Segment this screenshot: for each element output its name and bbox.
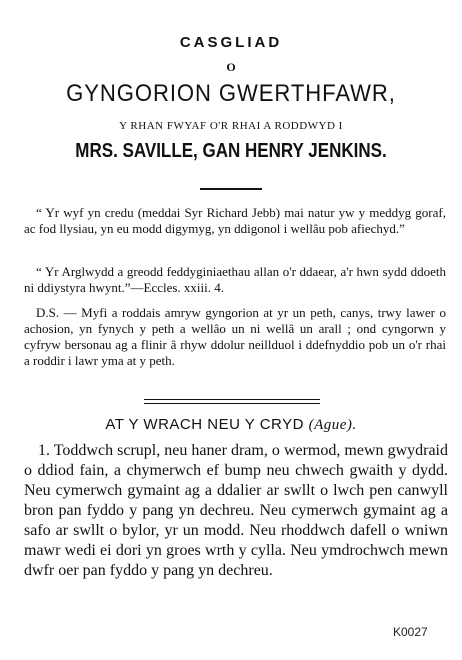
divider-rule	[200, 188, 262, 190]
title-casgliad: CASGLIAD	[179, 34, 283, 51]
quote-ecclesiasticus: “ Yr Arglwydd a greodd feddyginiaethau allan o'r ddaear, a'r hwn sydd ddoeth ni ddiystyra hwynt.”—Eccles. xxiii. 4.	[24, 264, 446, 295]
section-heading-text: AT Y WRACH NEU Y CRYD	[105, 416, 304, 433]
note-ds: D.S. — Myfi a roddais amryw gyngorion at yr un peth, canys, trwy lawer o achosion, yn fynych y peth a wellâo un ni wellâ un arall ; ond cyngorwn y cyfryw bersonau ag a flinir â rhyw ddolur neillduol i ddefnyddio pob un o'r rhai a roddir i lawr yma at y peth.	[24, 305, 446, 368]
title-main: GYNGORION GWERTHFAWR,	[66, 80, 396, 107]
title-subtitle: Y RHAN FWYAF O'R RHAI A RODDWYD I	[119, 120, 343, 132]
section-heading	[0, 416, 462, 434]
title-connector: O	[226, 60, 236, 74]
double-rule-top	[144, 399, 320, 400]
page-reference: K0027	[393, 625, 428, 639]
double-rule-bottom	[144, 403, 320, 404]
section-heading-italic: (Ague).	[308, 417, 357, 433]
quote-jebb: “ Yr wyf yn credu (meddai Syr Richard Jebb) mai natur yw y meddyg goraf, ac fod llysiau, yn eu modd digymyg, yn ddigonol i wellâu pob afiechyd.”	[24, 205, 446, 236]
remedy-paragraph: 1. Toddwch scrupl, neu haner dram, o wermod, mewn gwydraid o ddiod fain, a chymerwch ef bump neu chwech gwaith y dydd. Neu cymerwch gymaint ag a ddalier ar swllt o lwch pen canwyll bron pan fyddo y pang yn dechreu. Neu cymerwch gymaint ag a safo ar swllt o bylor, yr un modd. Neu rhoddwch dafell o wniwn mawr wedi ei dori yn groes wrth y cylla. Neu ymdrochwch mewn dwfr oer pan fyddo y pang yn dechreu.	[24, 442, 448, 579]
title-recipient: MRS. SAVILLE, GAN HENRY JENKINS.	[75, 140, 387, 162]
